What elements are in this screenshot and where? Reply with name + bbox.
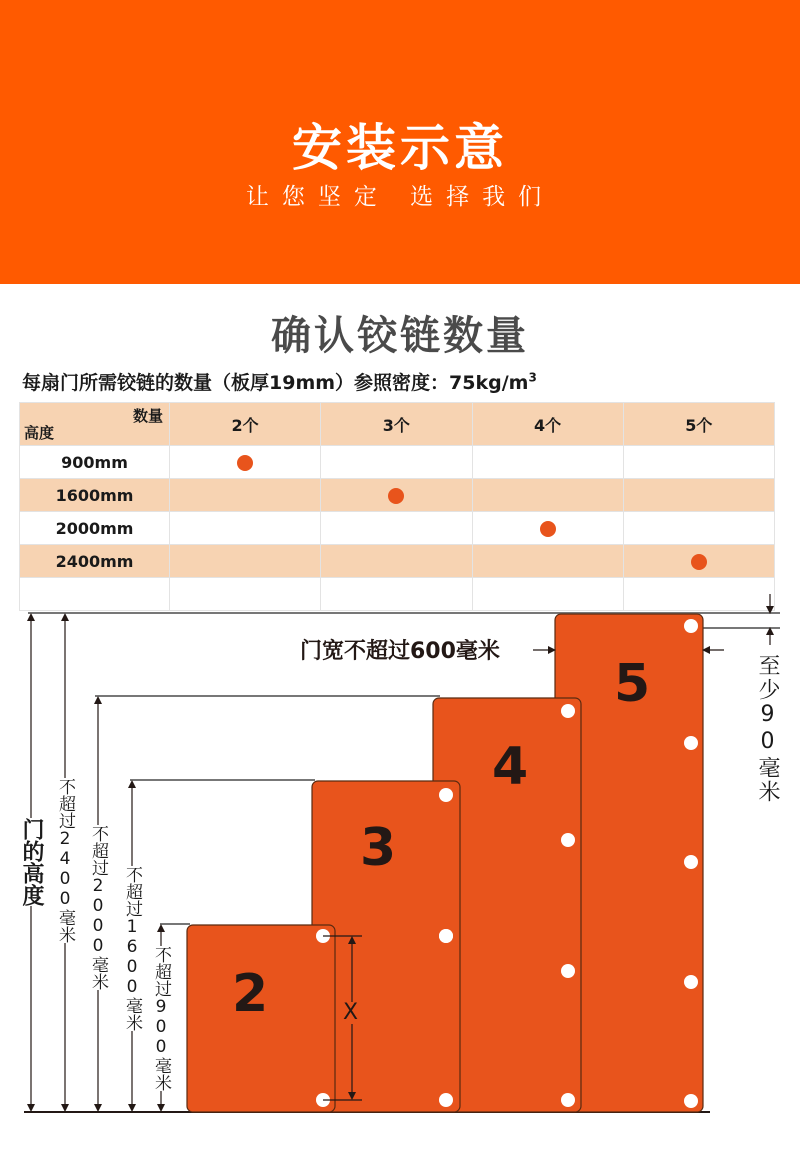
column-header: 3个 (321, 403, 472, 446)
corner-bottom-label: 高度 (24, 424, 55, 442)
column-header: 2个 (170, 403, 321, 446)
door-height-label: 门的高度 (19, 818, 44, 906)
height-cell: 2000mm (20, 512, 170, 545)
max-height-label-1600: 不超过1600毫米 (122, 866, 142, 1031)
hinge-spacing-label: X (343, 1000, 359, 1025)
corner-top-label: 数量 (132, 407, 163, 425)
column-header: 4个 (472, 403, 623, 446)
banner-title: 安装示意 (292, 119, 508, 177)
max-height-label-900: 不超过900毫米 (151, 946, 171, 1091)
height-cell: 2400mm (20, 545, 170, 578)
column-header: 5个 (623, 403, 774, 446)
door-number: 4 (492, 737, 529, 797)
caption-text: 每扇门所需铰链的数量（板厚19mm）参照密度：75kg/m (22, 372, 529, 394)
max-height-label-2000: 不超过2000毫米 (88, 825, 108, 990)
height-cell: 1600mm (20, 479, 170, 512)
height-cell: 900mm (20, 446, 170, 479)
door-number: 5 (614, 654, 651, 714)
max-height-label-2400: 不超过2400毫米 (55, 778, 75, 943)
door-number: 3 (360, 818, 397, 878)
edge-distance-label: 至少90毫米 (755, 654, 780, 804)
caption-superscript: 3 (528, 370, 537, 385)
door-width-label: 门宽不超过600毫米 (300, 639, 500, 664)
section-title: 确认铰链数量 (271, 313, 529, 359)
banner-subtitle: 让您坚定 选择我们 (245, 184, 555, 210)
door-number: 2 (232, 964, 269, 1024)
